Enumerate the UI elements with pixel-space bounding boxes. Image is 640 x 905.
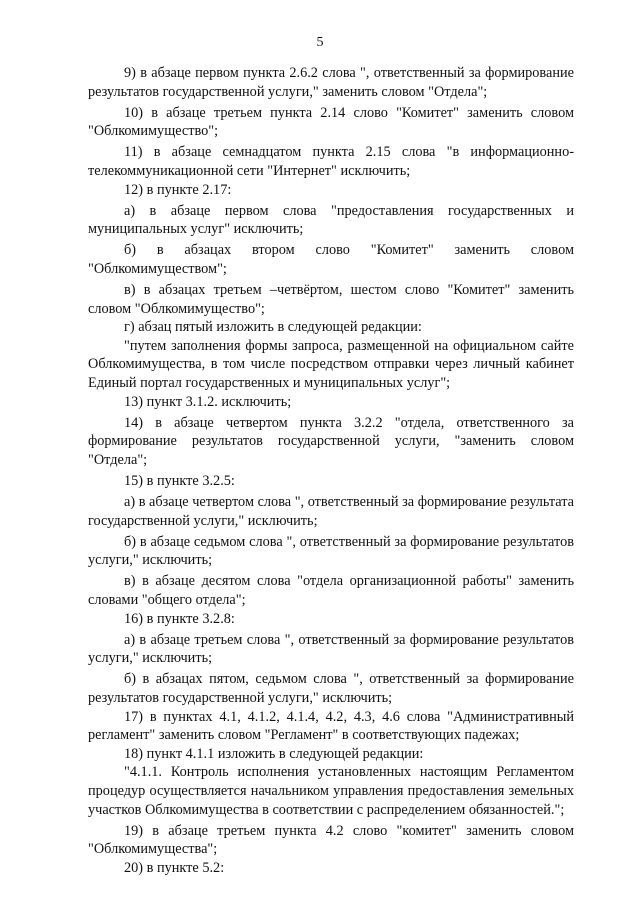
paragraph-item-13: 13) пункт 3.1.2. исключить;	[124, 393, 292, 410]
paragraph-item-16b: б) в абзацах пятом, седьмом слова ", ответственный за формирование результатов государственной услуги," исключить;	[88, 671, 574, 706]
paragraph-item-12b: б) в абзацах втором слово "Комитет" заменить словом "Облкомимуществом";	[88, 242, 574, 277]
paragraph-item-15b: б) в абзаце седьмом слова ", ответственный за формирование результатов услуги," исключить;	[88, 533, 574, 569]
document-body	[88, 64, 574, 877]
paragraph-item-14: 14) в абзаце четвертом пункта 3.2.2 "отдела, ответственного за формирование результатов государственной услуги, "заменить словом "Отдела";	[88, 414, 574, 468]
paragraph-item-20: 20) в пункте 5.2:	[124, 859, 225, 876]
paragraph-quote-12g: "путем заполнения формы запроса, размещенной на официальном сайте Облкомимущества, в том числе посредством отправки через личный кабинет Единый портал государственных и муниципальных услуг";	[88, 337, 574, 391]
paragraph-item-9: 9) в абзаце первом пункта 2.6.2 слова ", ответственный за формирование результатов государственной услуги," заменить словом "Отдела";	[88, 65, 574, 100]
page-number: 5	[316, 35, 324, 50]
paragraph-item-12v: в) в абзацах третьем –четвёртом, шестом слово "Комитет" заменить словом "Облкомимущество";	[88, 282, 574, 317]
paragraph-item-16a: а) в абзаце третьем слова ", ответственный за формирование результатов услуги," исключить;	[88, 631, 574, 667]
paragraph-item-15: 15) в пункте 3.2.5:	[124, 472, 235, 489]
paragraph-item-15a: а) в абзаце четвертом слова ", ответственный за формирование результата государственной услуги," исключить;	[88, 494, 574, 529]
paragraph-item-17: 17) в пунктах 4.1, 4.1.2, 4.1.4, 4.2, 4.3, 4.6 слова "Административный регламент" заменить словом "Регламент" в соответствующих падежах;	[88, 708, 574, 744]
paragraph-item-10: 10) в абзаце третьем пункта 2.14 слово "Комитет" заменить словом "Облкомимущество";	[88, 104, 574, 140]
paragraph-item-12: 12) в пункте 2.17:	[124, 181, 232, 198]
paragraph-item-15v: в) в абзаце десятом слова "отдела организационной работы" заменить словами "общего отдела";	[88, 573, 574, 609]
paragraph-quote-18: "4.1.1. Контроль исполнения установленных настоящим Регламентом процедур осуществляется начальником управления предоставления земельных участков Облкомимущества в соответствии с распределением обязанностей.";	[88, 764, 574, 818]
paragraph-item-11: 11) в абзаце семнадцатом пункта 2.15 слова "в информационно-телекоммуникационной сети "Интернет" исключить;	[88, 144, 574, 179]
paragraph-item-19: 19) в абзаце третьем пункта 4.2 слово "комитет" заменить словом "Облкомимущества";	[88, 822, 574, 858]
paragraph-item-16: 16) в пункте 3.2.8:	[124, 610, 235, 627]
paragraph-item-12g: г) абзац пятый изложить в следующей редакции:	[124, 319, 422, 336]
paragraph-item-12a: а) в абзаце первом слова "предоставления государственных и муниципальных услуг" исключить;	[88, 202, 574, 238]
paragraph-item-18: 18) пункт 4.1.1 изложить в следующей редакции:	[124, 745, 424, 762]
